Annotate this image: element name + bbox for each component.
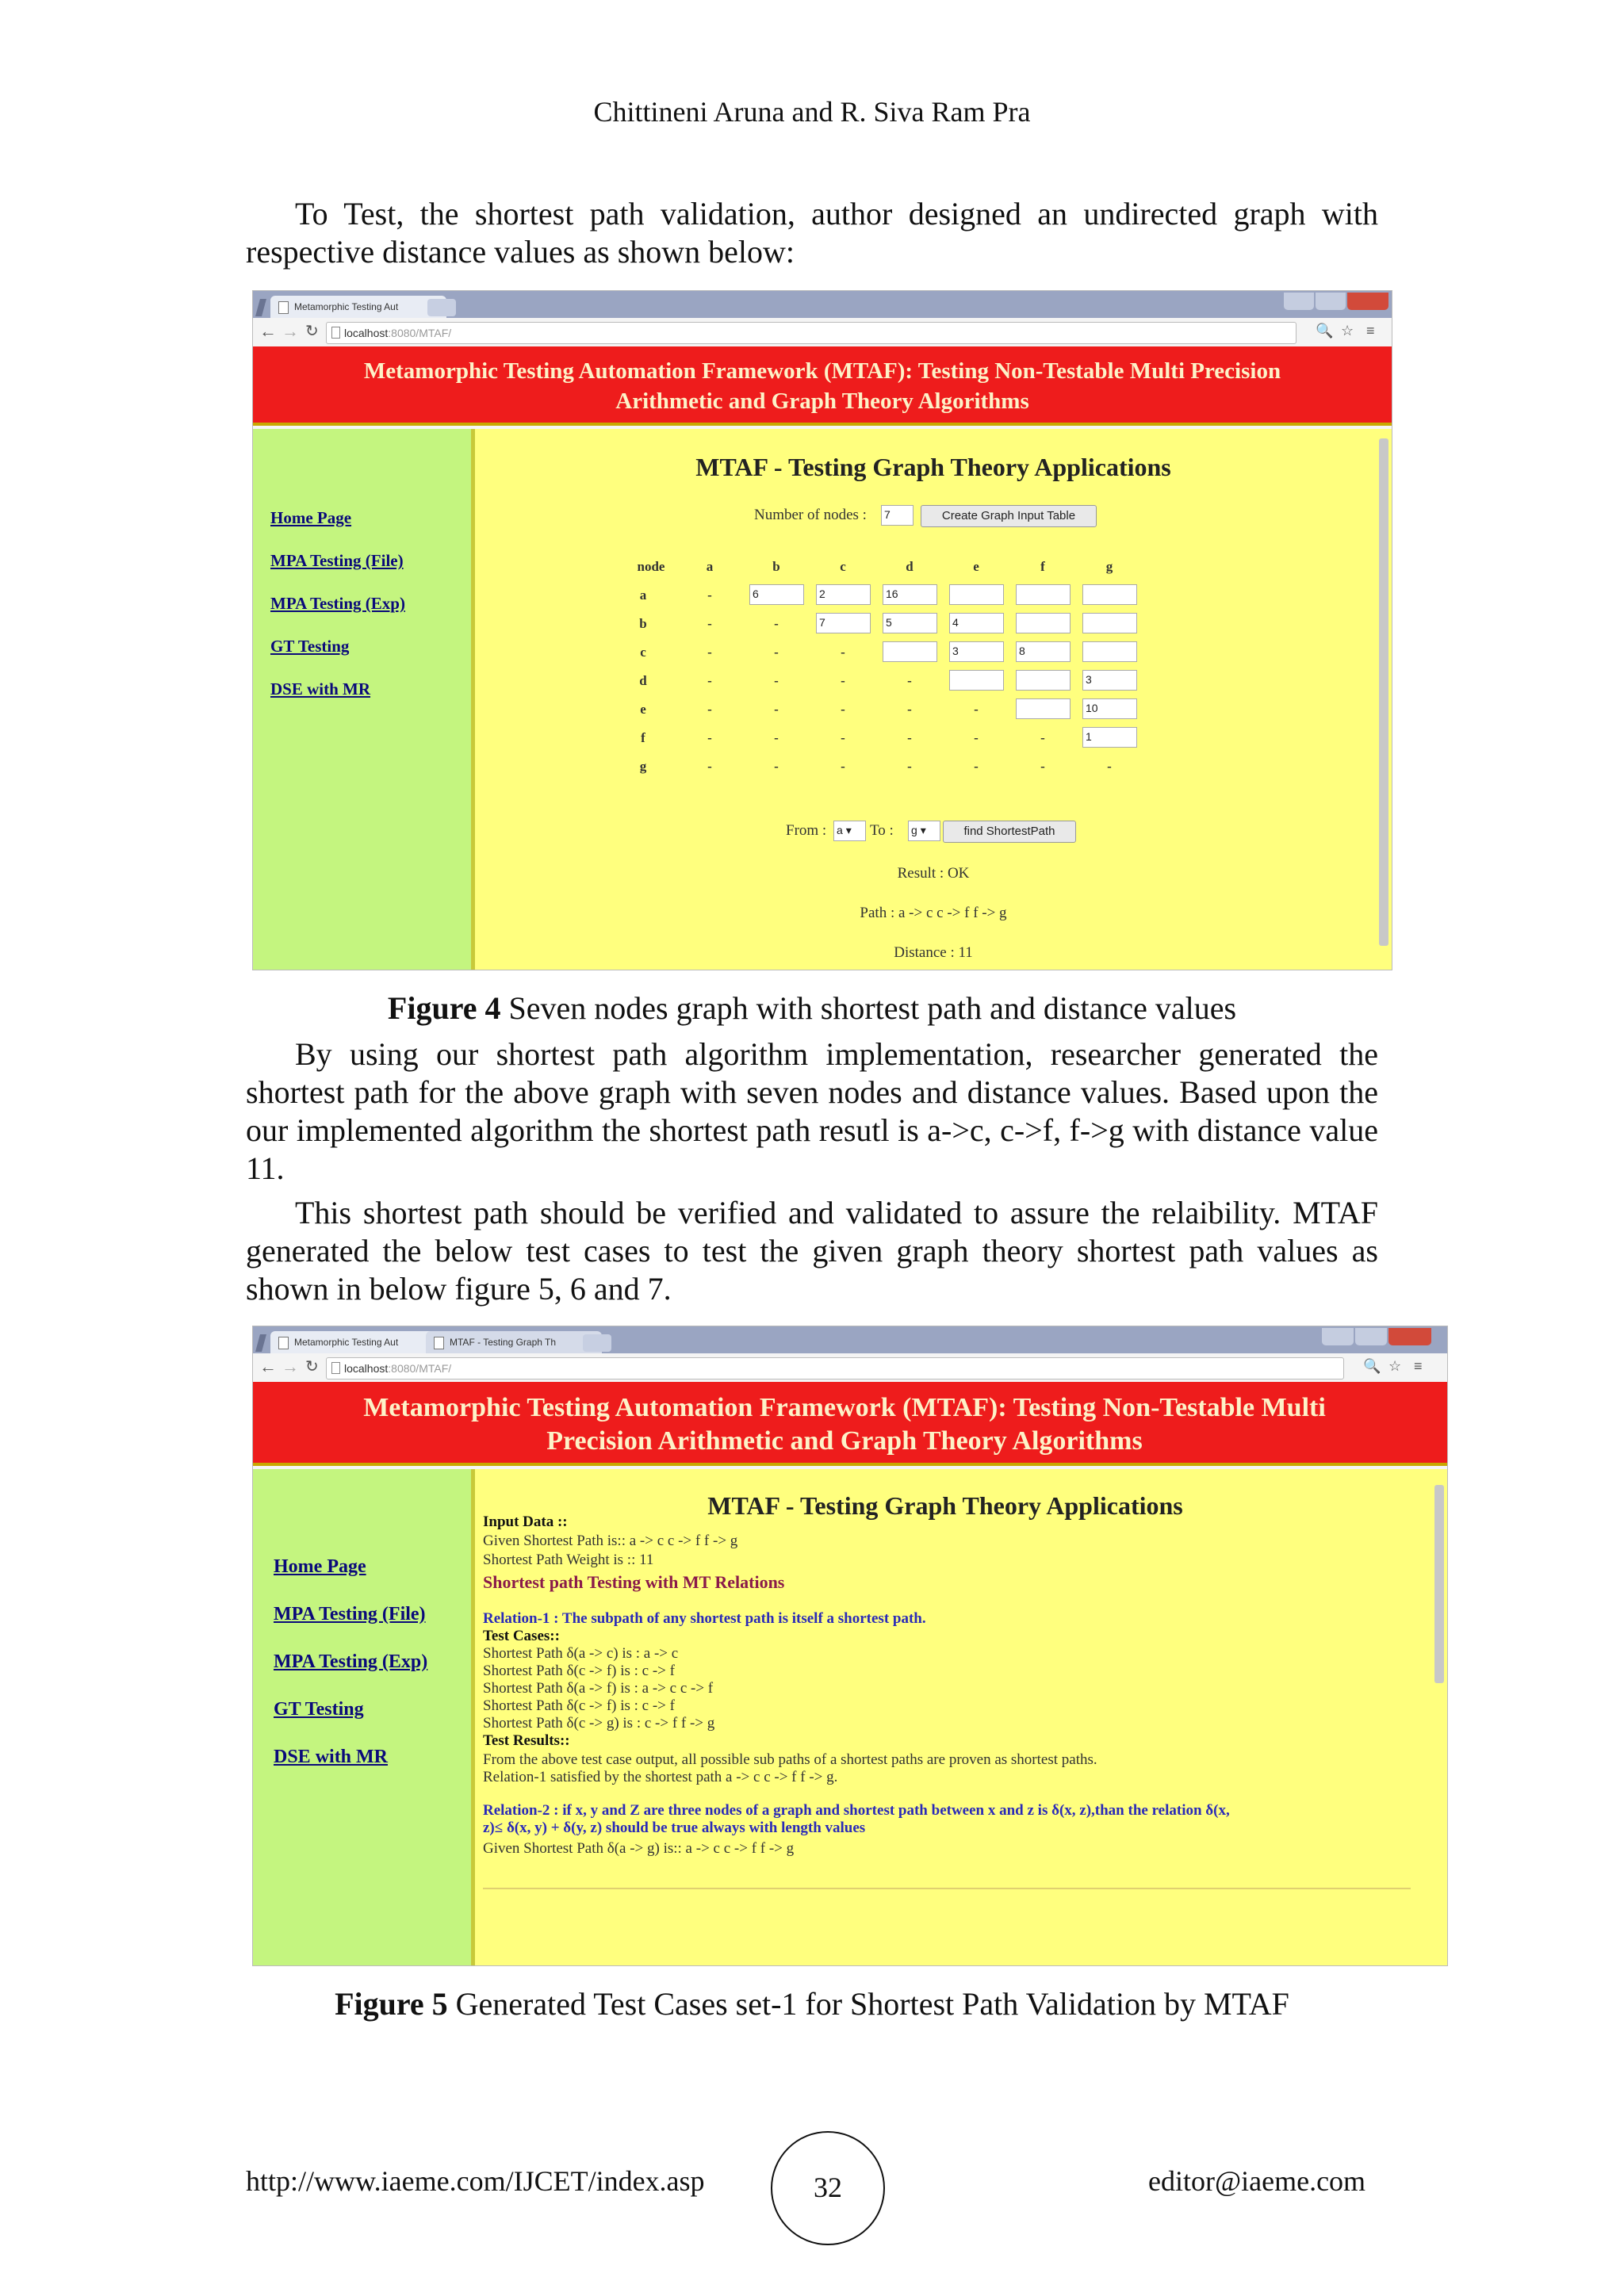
scrollbar[interactable]: [1379, 438, 1388, 946]
sidebar-link-home-page[interactable]: Home Page: [270, 508, 352, 527]
reload-icon[interactable]: ↻: [305, 1358, 319, 1376]
matrix-dash: -: [974, 759, 979, 774]
to-select[interactable]: [908, 821, 940, 841]
sidebar-link-mpa-testing-exp[interactable]: MPA Testing (Exp): [274, 1651, 428, 1672]
matrix-dash: -: [774, 673, 779, 688]
page-title: MTAF - Testing Graph Theory Applications: [707, 1491, 1183, 1520]
menu-icon[interactable]: ≡: [1414, 1358, 1423, 1374]
matrix-row-label: f: [641, 730, 645, 745]
matrix-dash: -: [907, 702, 912, 717]
matrix-weight-input[interactable]: 10: [1082, 698, 1137, 719]
scrollbar[interactable]: [1434, 1485, 1444, 1683]
to-select-value: g: [911, 824, 917, 836]
output-line: Given Shortest Path δ(a -> g) is:: a -> c c -> f f -> g: [483, 1840, 795, 1857]
matrix-dash: -: [774, 616, 779, 631]
dropdown-arrow-icon: ▾: [920, 824, 926, 836]
zoom-icon[interactable]: 🔍: [1363, 1358, 1381, 1374]
reload-icon[interactable]: ↻: [305, 323, 319, 340]
path-text: Path : a -> c c -> f f -> g: [860, 905, 1007, 921]
number-of-nodes-input[interactable]: 7: [881, 505, 914, 526]
matrix-row-label: b: [639, 616, 647, 631]
matrix-dash: -: [774, 645, 779, 660]
page-number: 32: [771, 2131, 885, 2245]
matrix-dash: -: [907, 759, 912, 774]
figure-5-caption: [0, 1985, 1624, 2022]
new-tab-button[interactable]: [427, 299, 456, 316]
zoom-icon[interactable]: 🔍: [1316, 323, 1334, 339]
paragraph-results: [246, 1035, 1378, 1188]
matrix-weight-input[interactable]: 6: [749, 584, 804, 605]
matrix-weight-input[interactable]: 5: [883, 613, 937, 633]
back-arrow-icon[interactable]: ←: [259, 1357, 277, 1376]
matrix-weight-input[interactable]: [1082, 613, 1137, 633]
matrix-dash: -: [841, 702, 845, 717]
matrix-dash: -: [841, 730, 845, 745]
new-tab-button[interactable]: [583, 1334, 611, 1352]
star-icon[interactable]: ☆: [1341, 323, 1354, 339]
banner-line-2: Precision Arithmetic and Graph Theory Algorithms: [546, 1426, 1143, 1456]
matrix-weight-input[interactable]: 3: [1082, 670, 1137, 691]
star-icon[interactable]: ☆: [1388, 1358, 1402, 1374]
output-line: Shortest Path δ(a -> c) is : a -> c: [483, 1645, 679, 1662]
url-field[interactable]: [326, 322, 1297, 344]
matrix-row-label: g: [639, 759, 647, 774]
dropdown-arrow-icon: ▾: [845, 824, 852, 836]
output-line: Shortest Path δ(a -> f) is : a -> c c -> f: [483, 1680, 714, 1697]
paragraph-validation: [246, 1194, 1378, 1308]
matrix-column-header: g: [1105, 559, 1113, 574]
matrix-dash: -: [774, 759, 779, 774]
matrix-dash: -: [841, 673, 845, 688]
figure-4-caption: [0, 989, 1624, 1027]
matrix-column-header: e: [973, 559, 979, 574]
matrix-row-label: c: [640, 645, 646, 660]
browser-tab-title: Metamorphic Testing Aut: [294, 1337, 399, 1348]
matrix-dash: -: [707, 730, 712, 745]
maximize-button[interactable]: [1316, 293, 1346, 310]
figure-4-screenshot: [252, 290, 1392, 970]
address-bar: [253, 1353, 1447, 1383]
minimize-button[interactable]: [1284, 293, 1314, 310]
paragraph-intro: [246, 195, 1378, 271]
matrix-dash: -: [707, 616, 712, 631]
from-select[interactable]: [833, 821, 866, 841]
section-label: Input Data ::: [483, 1513, 568, 1530]
minimize-button[interactable]: [1322, 1328, 1354, 1345]
matrix-weight-input[interactable]: [949, 584, 1004, 605]
sidebar-link-dse-with-mr[interactable]: DSE with MR: [270, 679, 371, 698]
matrix-row-label: a: [639, 587, 647, 603]
page-icon: [331, 327, 340, 339]
find-shortest-path-button[interactable]: find ShortestPath: [943, 821, 1076, 843]
matrix-weight-input[interactable]: [883, 641, 937, 662]
page-icon: [278, 301, 289, 314]
main-content: [475, 1469, 1447, 1965]
footer-url[interactable]: http://www.iaeme.com/IJCET/index.asp: [246, 2165, 705, 2197]
create-graph-input-table-button[interactable]: Create Graph Input Table: [921, 505, 1097, 527]
matrix-dash: -: [974, 730, 979, 745]
from-label: From :: [786, 822, 827, 839]
matrix-dash: -: [1040, 730, 1045, 745]
matrix-column-header: d: [906, 559, 914, 574]
output-line: Shortest Path δ(c -> f) is : c -> f: [483, 1663, 675, 1679]
sidebar-link-home-page[interactable]: Home Page: [274, 1556, 366, 1577]
matrix-dash: -: [1107, 759, 1112, 774]
main-content: [475, 429, 1392, 970]
app-banner: [253, 346, 1392, 426]
sidebar-link-mpa-testing-file[interactable]: MPA Testing (File): [270, 551, 404, 570]
matrix-weight-input[interactable]: [1082, 584, 1137, 605]
figure-5-caption-label: Figure 5: [335, 1986, 448, 2022]
result-text: Result : OK: [897, 865, 970, 882]
banner-line-2: Arithmetic and Graph Theory Algorithms: [615, 388, 1029, 414]
matrix-dash: -: [907, 673, 912, 688]
footer-email[interactable]: editor@iaeme.com: [1148, 2165, 1366, 2197]
matrix-weight-input[interactable]: 1: [1082, 727, 1137, 748]
matrix-weight-input[interactable]: [1016, 698, 1071, 719]
matrix-weight-input[interactable]: 4: [949, 613, 1004, 633]
matrix-dash: -: [707, 587, 712, 603]
matrix-row-label: d: [639, 673, 647, 688]
from-select-value: a: [837, 824, 843, 836]
page-icon: [331, 1362, 340, 1374]
matrix-dash: -: [1040, 759, 1045, 774]
output-line: Relation-1 satisfied by the shortest path a -> c c -> f f -> g.: [483, 1769, 838, 1785]
sidebar-link-mpa-testing-exp[interactable]: MPA Testing (Exp): [270, 594, 405, 613]
matrix-weight-input[interactable]: [949, 670, 1004, 691]
matrix-weight-input[interactable]: 2: [816, 584, 871, 605]
matrix-weight-input[interactable]: 8: [1016, 641, 1071, 662]
matrix-dash: -: [707, 759, 712, 774]
browser-tab[interactable]: [270, 296, 446, 318]
matrix-weight-input[interactable]: 16: [883, 584, 937, 605]
matrix-dash: -: [907, 730, 912, 745]
sidebar: [253, 429, 475, 970]
matrix-weight-input[interactable]: 7: [816, 613, 871, 633]
section-heading: Shortest path Testing with MT Relations: [483, 1572, 785, 1592]
figure-5-caption-text: Generated Test Cases set-1 for Shortest Path Validation by MTAF: [447, 1986, 1289, 2022]
forward-arrow-icon[interactable]: →: [282, 321, 299, 341]
browser-tab-bar: [253, 1326, 1447, 1353]
section-label: Test Results::: [483, 1732, 570, 1749]
matrix-dash: -: [841, 759, 845, 774]
matrix-weight-input[interactable]: [1082, 641, 1137, 662]
url-host: localhost: [344, 1362, 389, 1375]
matrix-column-header: a: [706, 559, 714, 574]
url-field[interactable]: [326, 1357, 1344, 1380]
matrix-column-header: c: [840, 559, 846, 574]
output-line: Given Shortest Path is:: a -> c c -> f f -> g: [483, 1533, 738, 1549]
to-label: To :: [870, 822, 894, 839]
sidebar-link-mpa-testing-file[interactable]: MPA Testing (File): [274, 1604, 426, 1624]
output-line: Shortest Path δ(c -> f) is : c -> f: [483, 1697, 675, 1714]
relation-text: Relation-2 : if x, y and Z are three nodes of a graph and shortest path between x and z is δ(x, z),than the relation δ(x,: [483, 1802, 1230, 1819]
relation-text: z)≤ δ(x, y) + δ(y, z) should be true always with length values: [483, 1820, 866, 1836]
app-banner: [253, 1382, 1447, 1466]
matrix-dash: -: [841, 645, 845, 660]
distance-text: Distance : 11: [894, 944, 973, 961]
paragraph-results-text: By using our shortest path algorithm implementation, researcher generated the shortest path for the above graph with seven nodes and distance values. Based upon the our implemented algorithm the shortest path resutl is a->c, c->f, f->g with distance value 11.: [246, 1036, 1378, 1186]
banner-line-1: Metamorphic Testing Automation Framework (MTAF): Testing Non-Testable Multi: [363, 1393, 1326, 1422]
output-line: Shortest Path Weight is :: 11: [483, 1552, 654, 1568]
matrix-weight-input[interactable]: [1016, 584, 1071, 605]
page-title: MTAF - Testing Graph Theory Applications: [695, 453, 1171, 481]
window-close-button[interactable]: [1347, 293, 1388, 310]
page-icon: [434, 1337, 444, 1349]
matrix-weight-input[interactable]: [1016, 670, 1071, 691]
address-bar: [253, 318, 1392, 347]
number-of-nodes-label: Number of nodes :: [754, 507, 867, 523]
matrix-dash: -: [774, 730, 779, 745]
url-port: :8080/MTAF/: [388, 327, 452, 339]
matrix-weight-input[interactable]: [1016, 613, 1071, 633]
banner-line-1: Metamorphic Testing Automation Framework (MTAF): Testing Non-Testable Multi Precision: [363, 358, 1281, 384]
section-label: Test Cases::: [483, 1628, 560, 1644]
sidebar-link-gt-testing[interactable]: GT Testing: [274, 1699, 364, 1720]
url-host: localhost: [344, 327, 389, 339]
menu-icon[interactable]: ≡: [1366, 323, 1375, 339]
page-icon: [278, 1337, 289, 1349]
figure-4-caption-label: Figure 4: [387, 990, 501, 1026]
matrix-dash: -: [774, 702, 779, 717]
maximize-button[interactable]: [1355, 1328, 1387, 1345]
matrix-column-header: f: [1040, 559, 1045, 574]
window-close-button[interactable]: [1388, 1328, 1431, 1345]
matrix-row-label: e: [640, 702, 646, 717]
browser-tab[interactable]: [426, 1331, 602, 1353]
matrix-column-header: b: [772, 559, 780, 574]
matrix-corner-label: node: [637, 559, 665, 574]
divider: [483, 1888, 1411, 1889]
paragraph-validation-text: This shortest path should be verified and validated to assure the relaibility. MTAF generated the below test cases to test the given graph theory shortest path values as shown in below figure 5, 6 and 7.: [246, 1195, 1378, 1307]
figure-5-screenshot: [252, 1326, 1448, 1966]
matrix-dash: -: [707, 645, 712, 660]
browser-tab-bar: [253, 291, 1392, 318]
url-port: :8080/MTAF/: [388, 1362, 452, 1375]
back-arrow-icon[interactable]: ←: [259, 321, 277, 341]
sidebar-link-gt-testing[interactable]: GT Testing: [270, 637, 350, 656]
browser-tab-title: Metamorphic Testing Aut: [294, 301, 399, 312]
sidebar-link-dse-with-mr[interactable]: DSE with MR: [274, 1747, 389, 1767]
forward-arrow-icon[interactable]: →: [282, 1357, 299, 1376]
matrix-weight-input[interactable]: 3: [949, 641, 1004, 662]
output-line: Shortest Path δ(c -> g) is : c -> f f -> g: [483, 1715, 715, 1732]
matrix-dash: -: [707, 702, 712, 717]
paragraph-intro-text: To Test, the shortest path validation, author designed an undirected graph with respective distance values as shown below:: [246, 196, 1378, 270]
sidebar: [253, 1469, 475, 1965]
matrix-dash: -: [707, 673, 712, 688]
running-head: Chittineni Aruna and R. Siva Ram Pra: [593, 96, 1031, 128]
output-line: From the above test case output, all possible sub paths of a shortest paths are proven as shortest paths.: [483, 1751, 1097, 1768]
browser-tab-title: MTAF - Testing Graph Th: [450, 1337, 557, 1348]
browser-tab[interactable]: [270, 1331, 446, 1353]
matrix-dash: -: [974, 702, 979, 717]
relation-text: Relation-1 : The subpath of any shortest path is itself a shortest path.: [483, 1610, 926, 1627]
figure-4-caption-text: Seven nodes graph with shortest path and distance values: [500, 990, 1237, 1026]
